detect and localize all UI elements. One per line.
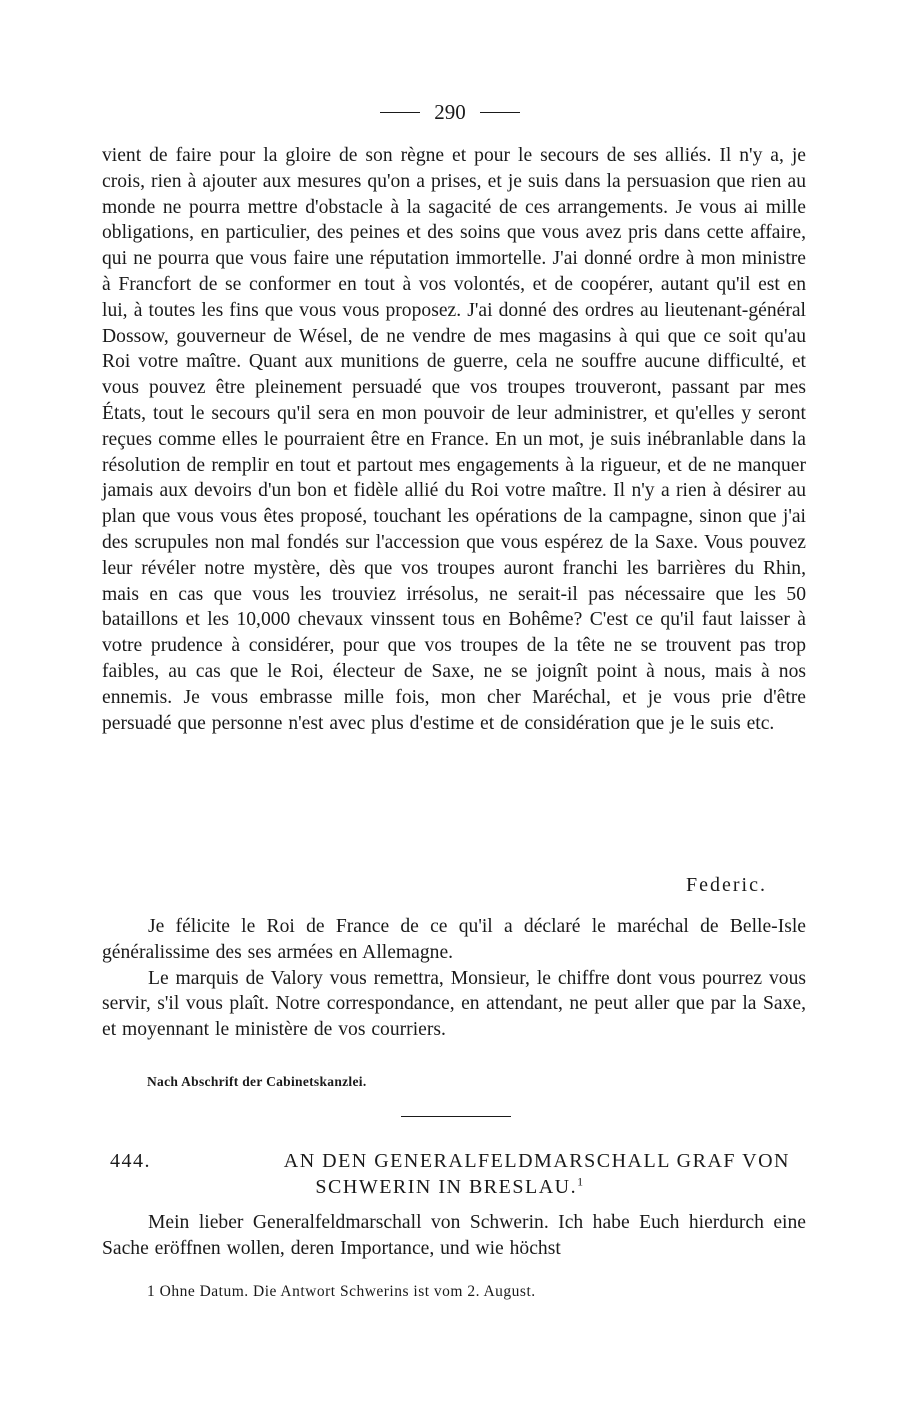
section-title-line-1: AN DEN GENERALFELDMARSCHALL GRAF VON <box>283 1150 790 1172</box>
postscript-paragraph-1: Je félicite le Roi de France de ce qu'il a déclaré le maréchal de Belle-Isle généralissime des ses armées en Allemagne. <box>102 916 806 963</box>
postscript-paragraph-2: Le marquis de Valory vous remettra, Monsieur, le chiffre dont vous pourrez vous servir, s'il vous plaît. Notre correspondance, en attendant, ne peut aller que par la Saxe, et moyennant le ministère de vos courriers. <box>102 967 806 1041</box>
section-title-line-2: SCHWERIN IN BRESLAU. <box>315 1176 578 1198</box>
footnote-marker: 1 <box>147 1283 156 1300</box>
signature: Federic. <box>686 874 767 896</box>
new-letter-body <box>102 1210 806 1262</box>
new-letter-paragraph: Mein lieber Generalfeldmarschall von Schwerin. Ich habe Euch hierdurch eine Sache eröffnen wollen, deren Importance, und wie höchst <box>102 1212 806 1259</box>
section-number: 444. <box>110 1150 151 1172</box>
page-header <box>0 98 900 126</box>
letter-body <box>102 143 806 736</box>
footnote-reference: 1 <box>577 1174 585 1189</box>
section-heading-line-2 <box>110 1174 790 1200</box>
header-dash-left <box>380 112 420 113</box>
section-heading-line-1 <box>110 1148 790 1174</box>
footnote <box>147 1283 536 1301</box>
postscript <box>102 914 806 1043</box>
header-dash-right <box>480 112 520 113</box>
letter-body-text: vient de faire pour la gloire de son règne et pour le secours de ses alliés. Il n'y a, je crois, rien à ajouter aux mesures qu'on a prises, et je suis dans la persuasion que rien au monde ne pourra mettre d'obstacle à la sagacité de ces arrangements. Je vous ai mille obligations, en particulier, des peines et des soins que vous avez pris dans cette affaire, qui ne pourra que vous faire une réputation immortelle. J'ai donné ordre à mon ministre à Francfort de se conformer en tout à vos volontés, et de coopérer, autant qu'il est en lui, à toutes les fins que vous vous proposez. J'ai donné des ordres au lieutenant-général Dossow, gouverneur de Wésel, de ne vendre de mes magasins à qui que ce soit qu'au Roi votre maître. Quant aux munitions de guerre, cela ne souffre aucune difficulté, et vous pouvez être pleinement persuadé que vos troupes trouveront, passant par mes États, tout le secours qu'il sera en mon pouvoir de leur administrer, et qu'elles y seront reçues comme elles le pourraient être en France. En un mot, je suis inébranlable dans la résolution de remplir en tout et partout mes engagements à la rigueur, et de ne manquer jamais aux devoirs d'un bon et fidèle allié du Roi votre maître. Il n'y a rien à désirer au plan que vous vous êtes proposé, touchant les opérations de la campagne, sinon que j'ai des scrupules non mal fondés sur l'accession que vous espérez de la Saxe. Vous pouvez leur révéler notre mystère, dès que vos troupes auront franchi les barrières du Rhin, mais en cas que vous les trouviez irrésolus, ne serait-il pas nécessaire que les 50 bataillons et les 10,000 chevaux vinssent tous en Bohême? C'est ce qu'il faut laisser à votre prudence à considérer, pour que vos troupes de la tête ne se trouvent pas trop faibles, au cas que le Roi, électeur de Saxe, ne se joignît point à nous, mais à nos ennemis. Je vous embrasse mille fois, mon cher Maréchal, et je vous prie d'être persuadé que personne n'est avec plus d'estime et de considération que je le suis etc. <box>102 145 806 734</box>
page-number: 290 <box>434 99 466 124</box>
footnote-text: Ohne Datum. Die Antwort Schwerins ist vom 2. August. <box>159 1283 536 1300</box>
section-heading <box>110 1148 790 1200</box>
section-divider <box>401 1116 511 1117</box>
source-note: Nach Abschrift der Cabinetskanzlei. <box>147 1074 367 1089</box>
